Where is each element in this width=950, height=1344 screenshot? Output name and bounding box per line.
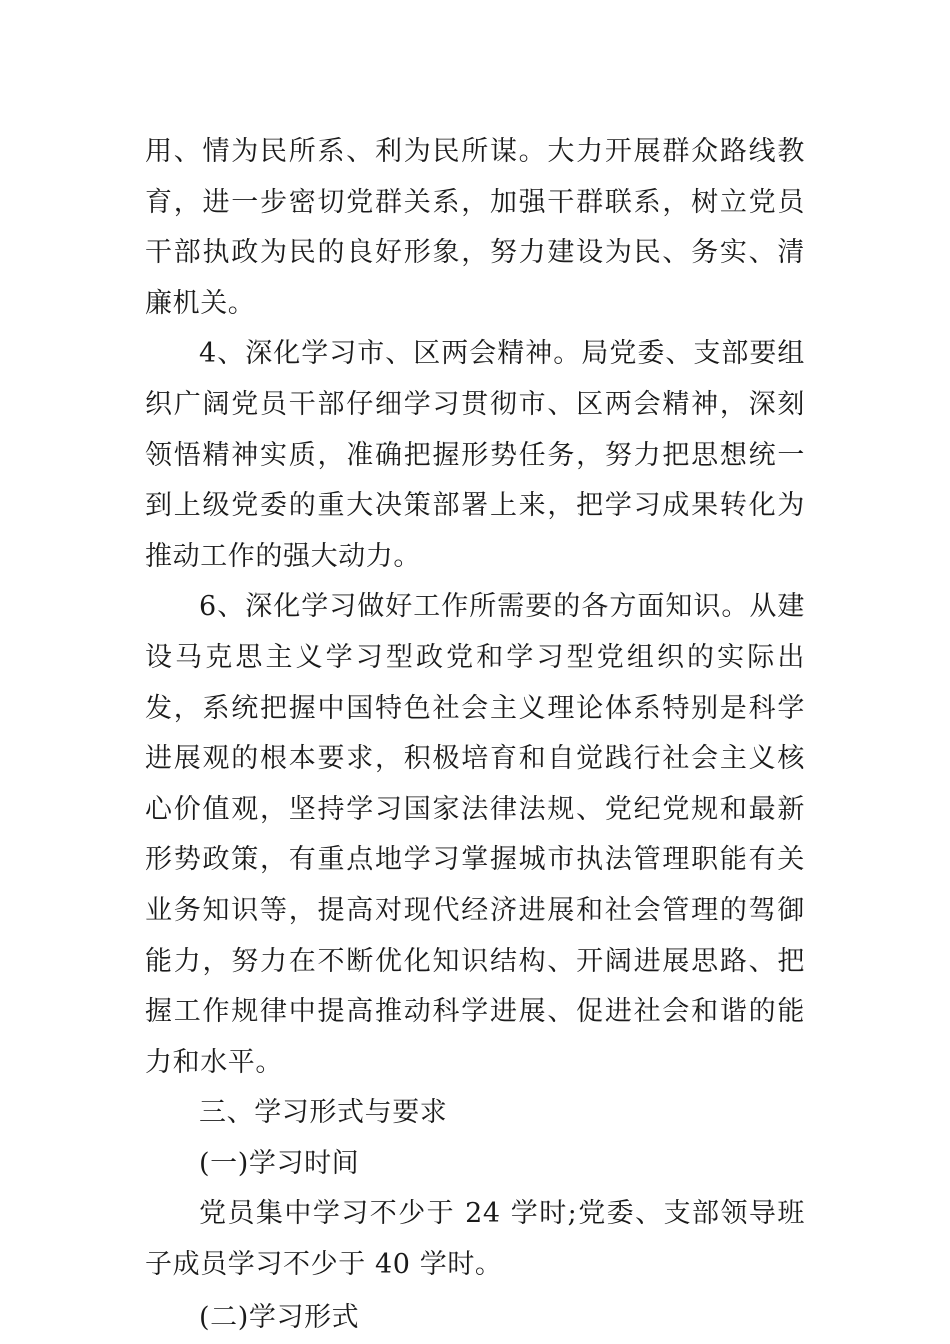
subheading-study-time: (一)学习时间 bbox=[199, 1147, 360, 1179]
section-heading-3: 三、学习形式与要求 bbox=[199, 1097, 448, 1129]
paragraph-item-4: 4、深化学习市、区两会精神。局党委、支部要组织广阔党员干部仔细学习贯彻市、区两会精神，深刻领悟精神实质，准确把握形势任务，努力把思想统一到上级党委的重大决策部署上来，把学习成果转化为推动工作的强大动力。 bbox=[145, 338, 805, 572]
subheading-study-form: (二)学习形式 bbox=[199, 1301, 360, 1333]
document-body bbox=[145, 127, 805, 1343]
paragraph-study-hours: 党员集中学习不少于 24 学时;党委、支部领导班子成员学习不少于 40 学时。 bbox=[145, 1198, 805, 1281]
paragraph-item-6: 6、深化学习做好工作所需要的各方面知识。从建设马克思主义学习型政党和学习型党组织的实际出发，系统把握中国特色社会主义理论体系特别是科学进展观的根本要求，积极培育和自觉践行社会主义核心价值观，坚持学习国家法律法规、党纪党规和最新形势政策，有重点地学习掌握城市执法管理职能有关业务知识等，提高对现代经济进展和社会管理的驾御能力，努力在不断优化知识结构、开阔进展思路、把握工作规律中提高推动科学进展、促进社会和谐的能力和水平。 bbox=[145, 591, 805, 1078]
paragraph-continuation: 用、情为民所系、利为民所谋。大力开展群众路线教育，进一步密切党群关系，加强干群联系，树立党员干部执政为民的良好形象，努力建设为民、务实、清廉机关。 bbox=[145, 136, 805, 319]
